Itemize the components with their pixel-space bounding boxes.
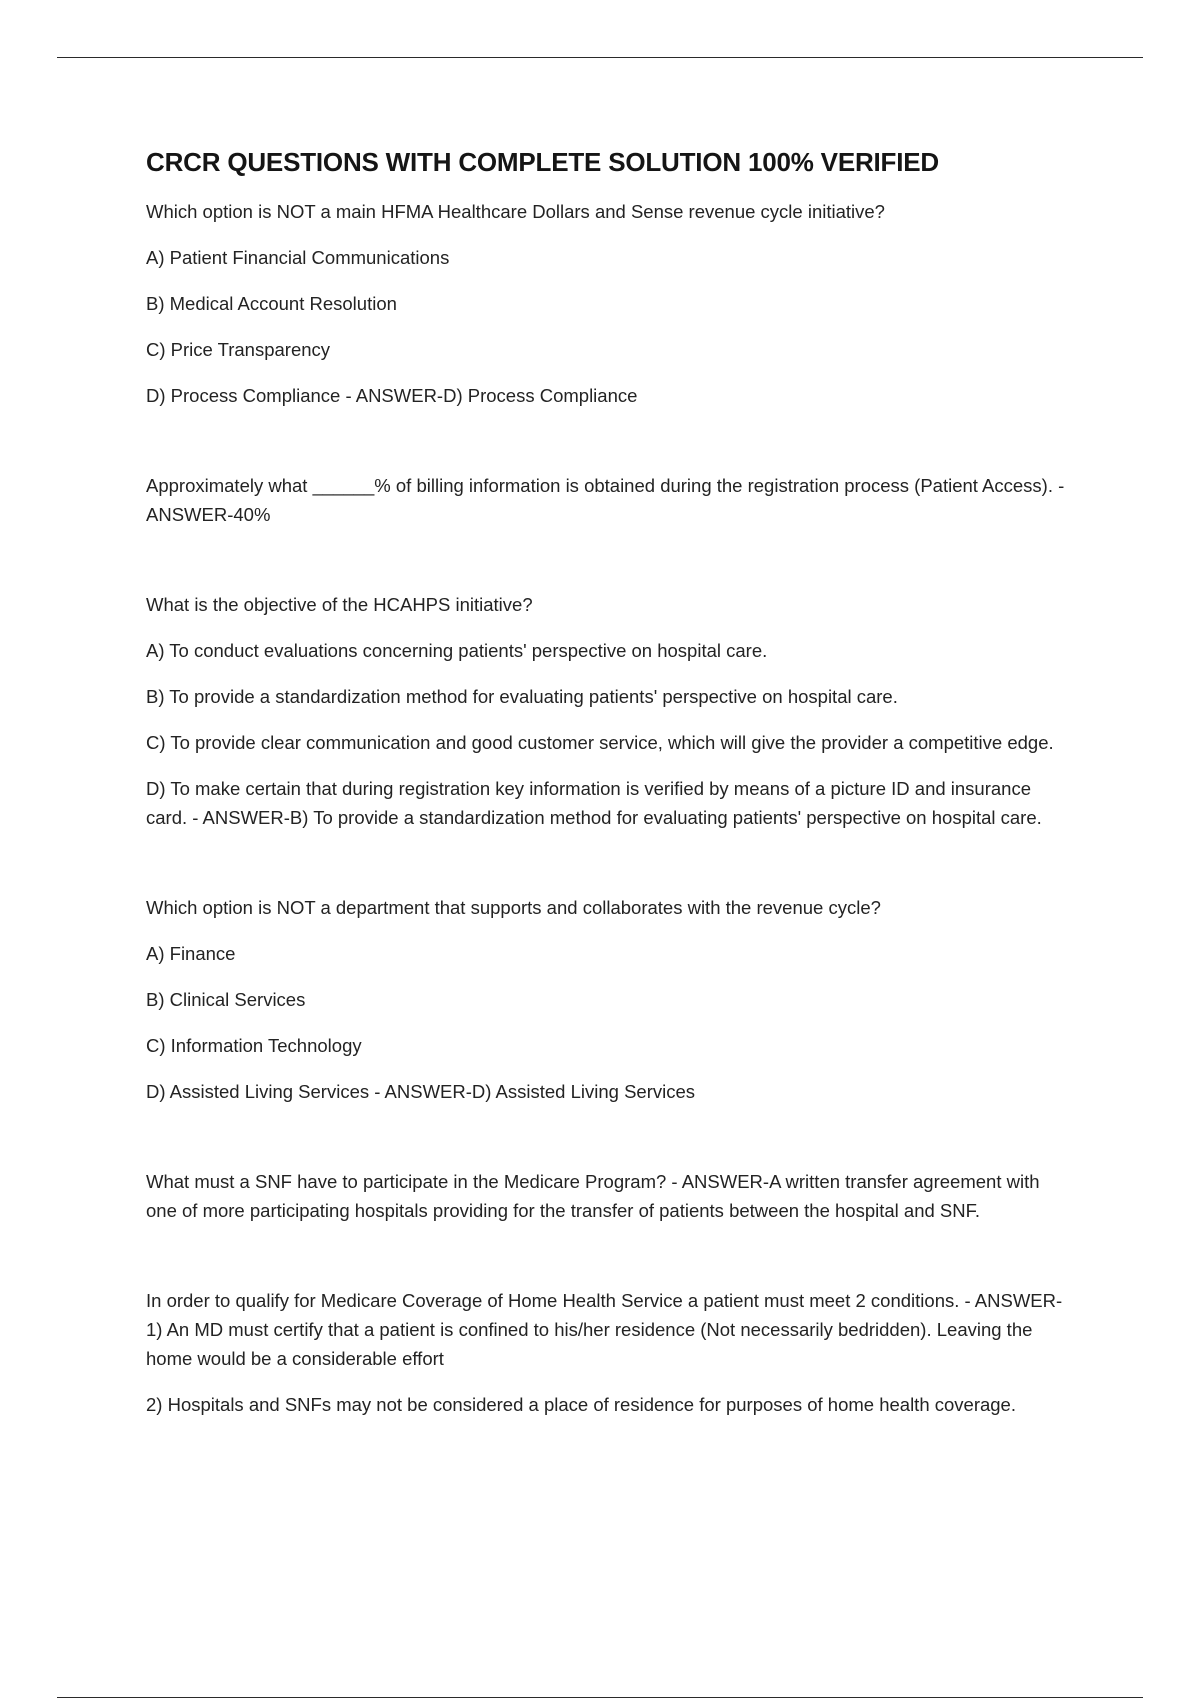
- option-b: B) Medical Account Resolution: [146, 292, 397, 314]
- qa-block-2: [146, 471, 1066, 529]
- option-a: A) To conduct evaluations concerning patients' perspective on hospital care.: [146, 639, 768, 661]
- option-a: A) Finance: [146, 942, 236, 964]
- top-rule: [57, 57, 1143, 58]
- document-body: [146, 146, 1066, 1419]
- qa-block-6: [146, 1286, 1066, 1419]
- option-c: C) Information Technology: [146, 1034, 362, 1056]
- question-text: Which option is NOT a main HFMA Healthcare Dollars and Sense revenue cycle initiative?: [146, 200, 885, 222]
- question-with-answer: In order to qualify for Medicare Coverage of Home Health Service a patient must meet 2 conditions. - ANSWER-1) An MD must certify that a patient is confined to his/her residence (Not necessarily bedridden). Leaving the home would be a considerable effort: [146, 1289, 1063, 1369]
- option-b: B) Clinical Services: [146, 988, 306, 1010]
- qa-block-1: [146, 197, 1066, 410]
- option-c: C) To provide clear communication and good customer service, which will give the provider a competitive edge.: [146, 731, 1054, 753]
- answer-continuation: 2) Hospitals and SNFs may not be considered a place of residence for purposes of home health coverage.: [146, 1393, 1016, 1415]
- option-b: B) To provide a standardization method for evaluating patients' perspective on hospital care.: [146, 685, 898, 707]
- option-d-with-answer: D) Process Compliance - ANSWER-D) Process Compliance: [146, 384, 638, 406]
- option-a: A) Patient Financial Communications: [146, 246, 450, 268]
- qa-block-4: [146, 893, 1066, 1106]
- document-title: CRCR QUESTIONS WITH COMPLETE SOLUTION 100% VERIFIED: [146, 147, 939, 177]
- option-c: C) Price Transparency: [146, 338, 331, 360]
- option-d-with-answer: D) To make certain that during registration key information is verified by means of a picture ID and insurance card. - ANSWER-B) To provide a standardization method for evaluating patients' perspective on hospital care.: [146, 777, 1042, 828]
- option-d-with-answer: D) Assisted Living Services - ANSWER-D) Assisted Living Services: [146, 1080, 696, 1102]
- qa-block-5: [146, 1167, 1066, 1225]
- question-with-answer: What must a SNF have to participate in the Medicare Program? - ANSWER-A written transfer agreement with one of more participating hospitals providing for the transfer of patients between the hospital and SNF.: [146, 1170, 1040, 1221]
- bottom-rule: [57, 1697, 1143, 1698]
- question-text: What is the objective of the HCAHPS initiative?: [146, 593, 533, 615]
- question-with-answer: Approximately what ______% of billing information is obtained during the registration process (Patient Access). - ANSWER-40%: [146, 474, 1065, 525]
- qa-block-3: [146, 590, 1066, 832]
- question-text: Which option is NOT a department that supports and collaborates with the revenue cycle?: [146, 896, 881, 918]
